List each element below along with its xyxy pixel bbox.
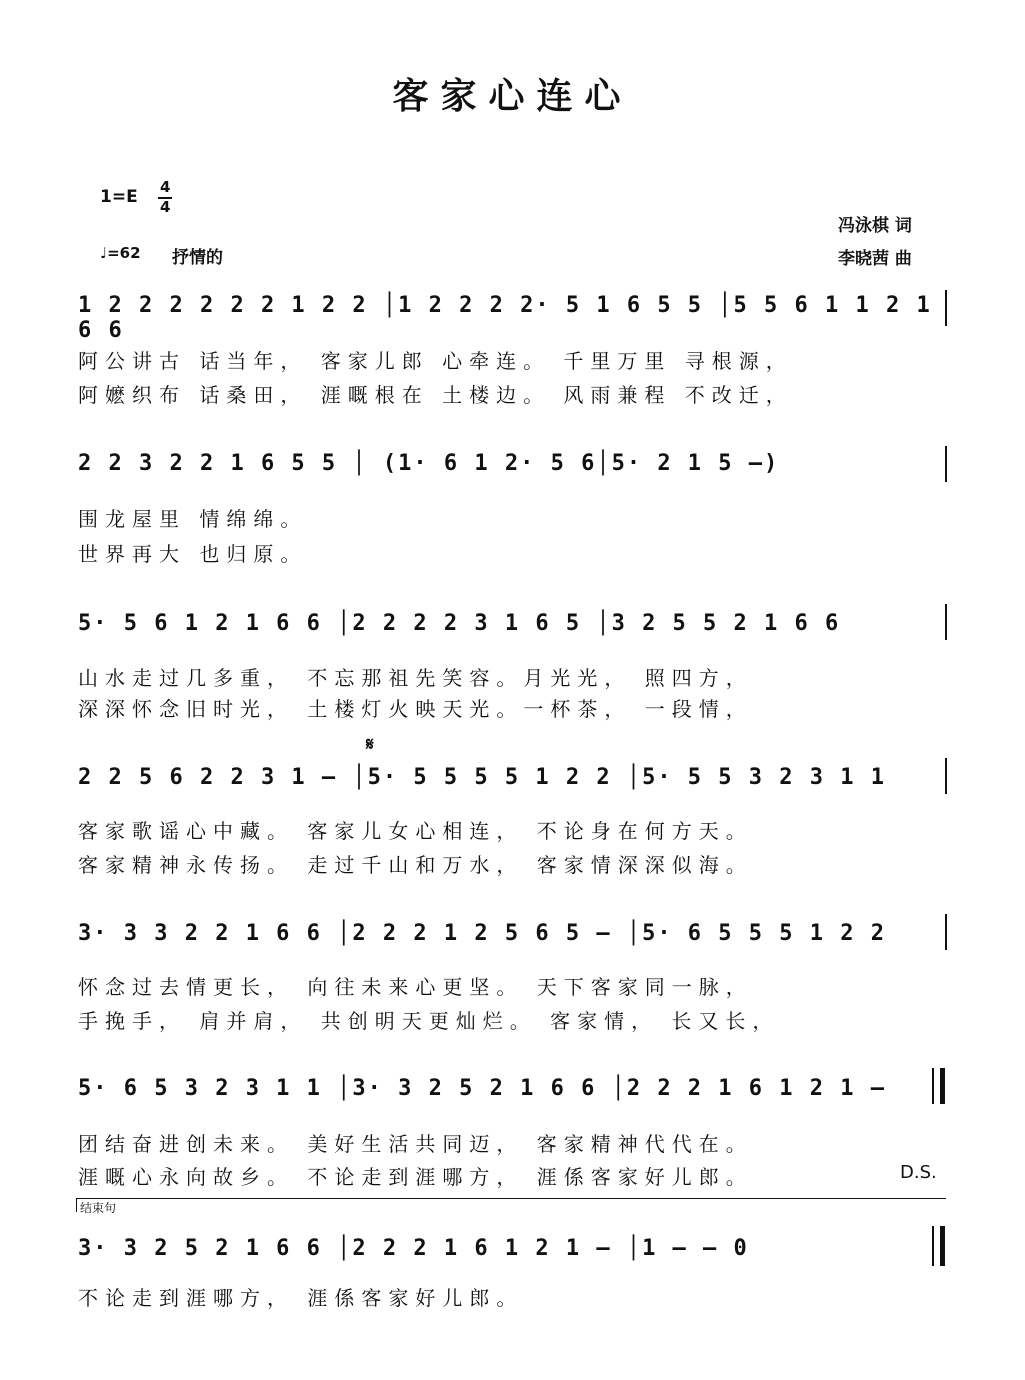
time-signature-numerator: 4 <box>160 178 171 196</box>
coda-label: 结束句 <box>80 1201 117 1215</box>
lyrics-line-5-verse-2: 手挽手， 肩并肩， 共创明天更灿烂。 客家情， 长又长， <box>78 1009 780 1033</box>
tempo-marking: ♩=62 <box>100 244 141 262</box>
notation-line-6: 5· 6 5 3 2 3 1 1 │3· 3 2 5 2 1 6 6 │2 2 2 1 6 1 2 1 – <box>78 1076 886 1101</box>
notation-line-7: 3· 3 2 5 2 1 6 6 │2 2 2 1 6 1 2 1 – │1 – – 0 <box>78 1236 749 1261</box>
lyrics-line-1-verse-1: 阿公讲古 话当年， 客家儿郎 心牵连。 千里万里 寻根源， <box>78 349 793 373</box>
barline <box>945 604 947 640</box>
barline <box>945 914 947 950</box>
lyrics-line-6-verse-1: 团结奋进创未来。 美好生活共同迈， 客家精神代代在。 <box>78 1132 753 1156</box>
da-segno-mark: D.S. <box>900 1162 937 1183</box>
lyrics-line-4-verse-2: 客家精神永传扬。 走过千山和万水， 客家情深深似海。 <box>78 853 753 877</box>
lyrics-line-3-verse-1: 山水走过几多重， 不忘那祖先笑容。月光光， 照四方， <box>78 666 753 690</box>
final-barline <box>940 1226 945 1266</box>
barline <box>945 758 947 794</box>
lyricist-credit: 冯泳棋 词 <box>838 216 912 236</box>
key-signature: 1=E <box>100 187 138 207</box>
lyrics-line-3-verse-2: 深深怀念旧时光， 土楼灯火映天光。一杯茶， 一段情， <box>78 697 753 721</box>
lyrics-line-1-verse-2: 阿嬷织布 话桑田， 涯嘅根在 土楼边。 风雨兼程 不改迁， <box>78 383 793 407</box>
notation-line-3: 5· 5 6 1 2 1 6 6 │2 2 2 2 3 1 6 5 │3 2 5 5 2 1 6 6 <box>78 611 841 636</box>
repeat-thin-barline <box>932 1068 934 1104</box>
lyrics-line-4-verse-1: 客家歌谣心中藏。 客家儿女心相连， 不论身在何方天。 <box>78 819 753 843</box>
segno-sign: 𝄋 <box>366 734 374 755</box>
lyrics-line-2-verse-2: 世界再大 也归原。 <box>78 542 308 566</box>
lyrics-line-5-verse-1: 怀念过去情更长， 向往未来心更坚。 天下客家同一脉， <box>78 975 753 999</box>
notation-line-1: 1 2 2 2 2 2 2 1 2 2 │1 2 2 2 2· 5 1 6 5 5 │5 5 6 1 1 2 1 6 6 <box>78 293 932 343</box>
lyrics-line-6-verse-2: 涯嘅心永向故乡。 不论走到涯哪方， 涯係客家好儿郎。 <box>78 1165 753 1189</box>
notation-line-5: 3· 3 3 2 2 1 6 6 │2 2 2 1 2 5 6 5 – │5· 6 5 5 5 1 2 2 <box>78 921 886 946</box>
repeat-end-barline <box>940 1068 945 1104</box>
barline <box>945 290 947 326</box>
barline <box>945 446 947 482</box>
composer-credit: 李晓茜 曲 <box>838 249 912 269</box>
time-signature-denominator: 4 <box>160 198 171 216</box>
final-thin-barline <box>932 1226 934 1266</box>
lyrics-line-7: 不论走到涯哪方， 涯係客家好儿郎。 <box>78 1286 524 1310</box>
coda-bracket <box>76 1198 946 1199</box>
coda-bracket-edge <box>76 1198 77 1212</box>
notation-line-4: 2 2 5 6 2 2 3 1 – │5· 5 5 5 5 1 2 2 │5· 5 5 3 2 3 1 1 <box>78 765 886 790</box>
song-title: 客家心连心 <box>392 76 633 117</box>
lyrics-line-2-verse-1: 围龙屋里 情绵绵。 <box>78 507 308 531</box>
expression-marking: 抒情的 <box>172 248 223 268</box>
notation-line-2: 2 2 3 2 2 1 6 5 5 │ (1· 6 1 2· 5 6│5· 2 1 5 –) <box>78 451 780 476</box>
